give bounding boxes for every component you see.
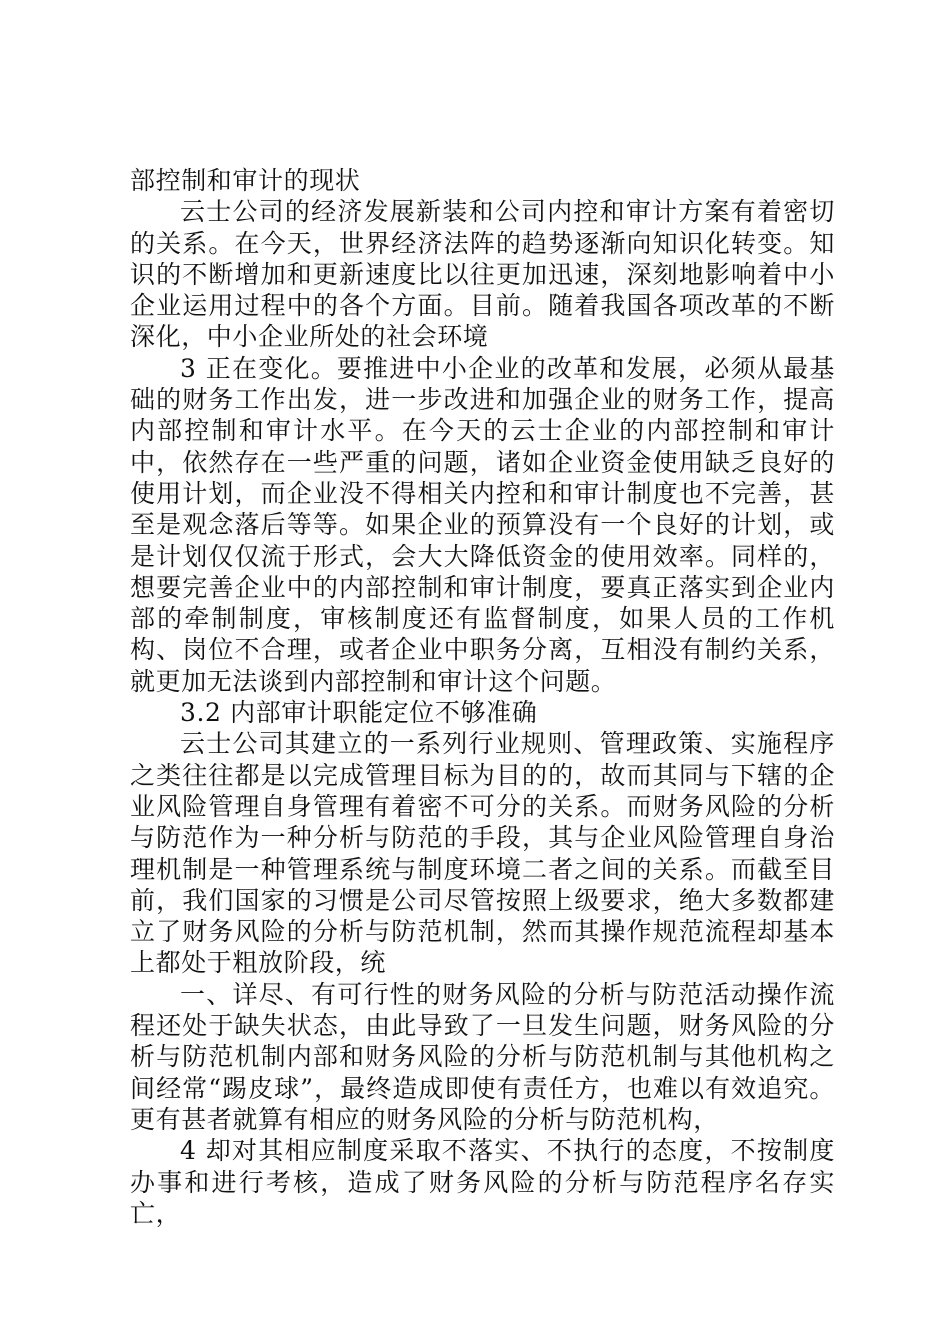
paragraph: 3 正在变化。要推进中小企业的改革和发展，必须从最基础的财务工作出发，进一步改进和加强企业的财务工作，提高内部控制和审计水平。在今天的云士企业的内部控制和审计中，依然存在一些严重的问题，诸如企业资金使用缺乏良好的使用计划，而企业没不得相关内控和和审计制度也不完善，甚至是观念落后等等。如果企业的预算没有一个良好的计划，或是计划仅仅流于形式，会大大降低资金的使用效率。同样的，想要完善企业中的内部控制和审计制度，要真正落实到企业内部的牵制制度，审核制度还有监督制度，如果人员的工作机构、岗位不合理，或者企业中职务分离，互相没有制约关系，就更加无法谈到内部控制和审计这个问题。 bbox=[130, 353, 835, 696]
paragraph: 云士公司的经济发展新装和公司内控和审计方案有着密切的关系。在今天，世界经济法阵的趋势逐渐向知识化转变。知识的不断增加和更新速度比以往更加迅速，深刻地影响着中小企业运用过程中的各个方面。目前。随着我国各项改革的不断深化，中小企业所处的社会环境 bbox=[130, 197, 835, 352]
section-heading: 3.2 内部审计职能定位不够准确 bbox=[180, 698, 538, 728]
paragraph-continuation: 部控制和审计的现状 bbox=[130, 166, 361, 195]
paragraph: 一、详尽、有可行性的财务风险的分析与防范活动操作流程还处于缺失状态，由此导致了一旦发生问题，财务风险的分析与防范机制内部和财务风险的分析与防范机制与其他机构之间经常“踢皮球”，最终造成即使有责任方，也难以有效追究。更有甚者就算有相应的财务风险的分析与防范机构， bbox=[130, 979, 835, 1134]
paragraph: 4 却对其相应制度采取不落实、不执行的态度，不按制度办事和进行考核，造成了财务风险的分析与防范程序名存实亡， bbox=[130, 1136, 835, 1228]
paragraph: 云士公司其建立的一系列行业规则、管理政策、实施程序之类往往都是以完成管理目标为目的的，故而其同与下辖的企业风险管理自身管理有着密不可分的关系。而财务风险的分析与防范作为一种分析与防范的手段，其与企业风险管理自身治理机制是一种管理系统与制度环境二者之间的关系。而截至目前，我们国家的习惯是公司尽管按照上级要求，绝大多数都建立了财务风险的分析与防范机制，然而其操作规范流程却基本上都处于粗放阶段，统 bbox=[130, 729, 835, 978]
document-body bbox=[130, 165, 835, 1229]
